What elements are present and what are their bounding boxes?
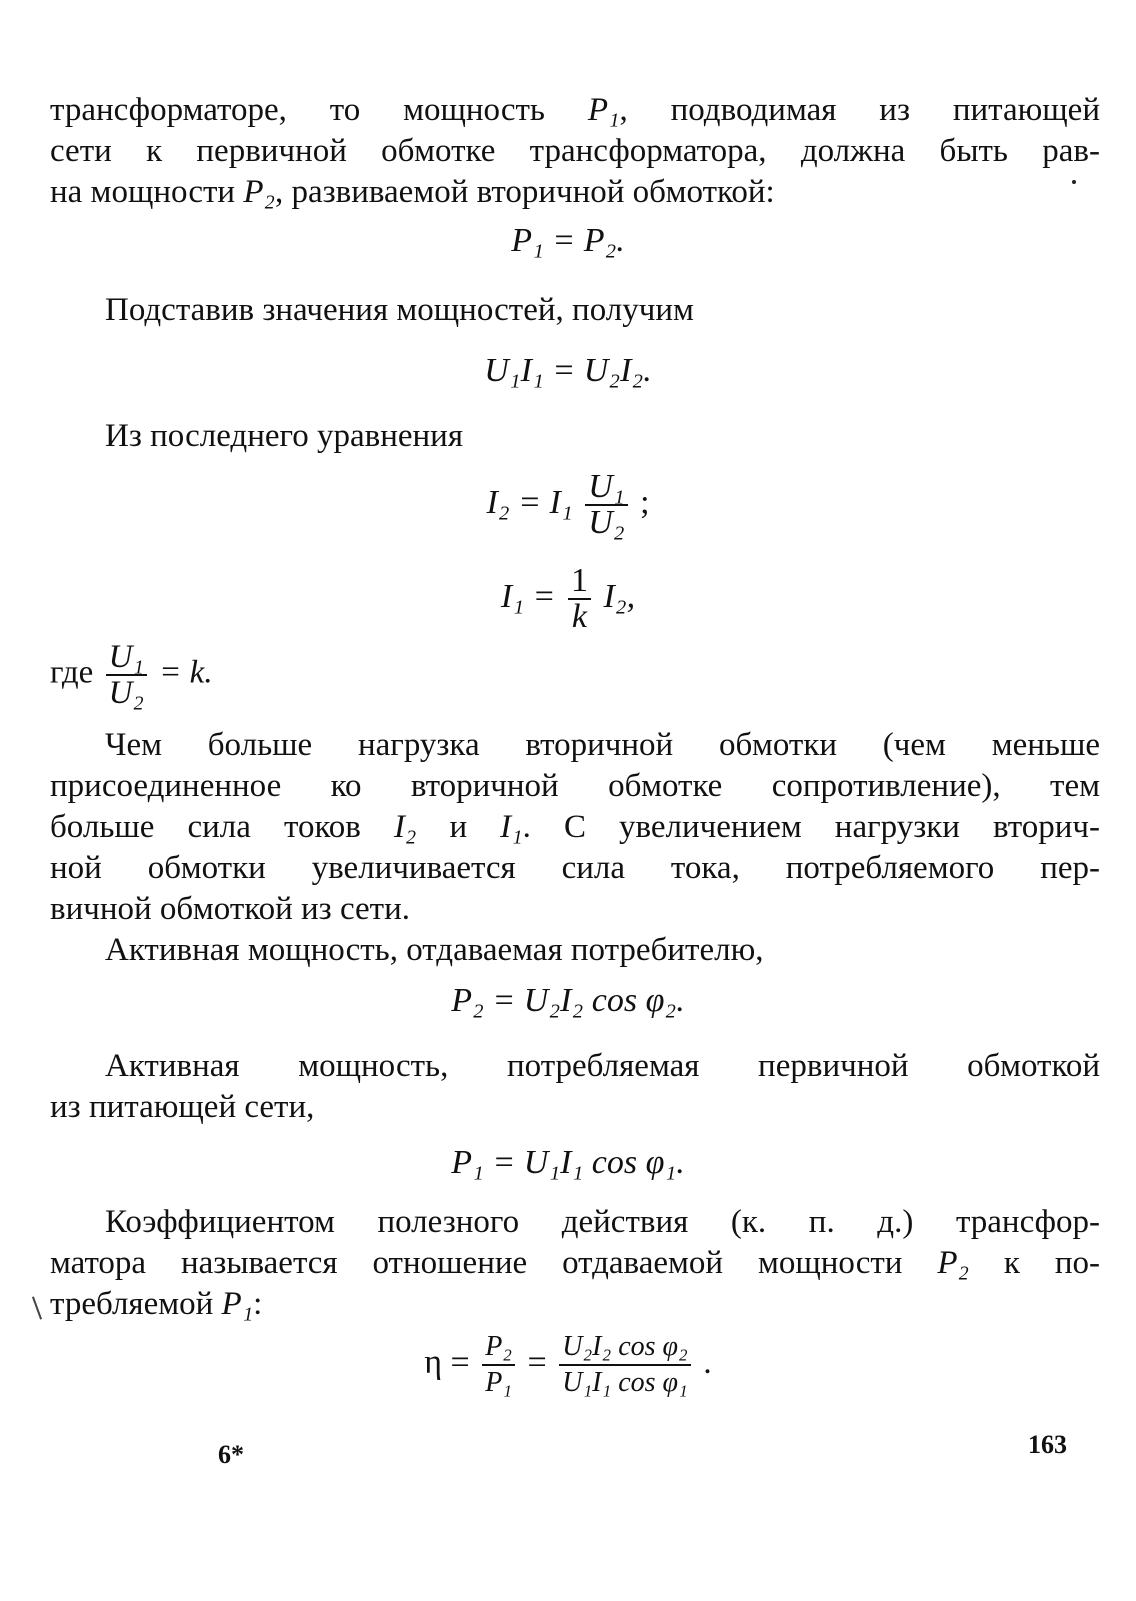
text-line: Активная мощность, потребляемая первичной обмоткой xyxy=(105,1048,1100,1084)
fraction-numerator: P₂ xyxy=(482,1330,515,1366)
fraction-numerator: 1 xyxy=(568,564,591,600)
equation-tail: . xyxy=(703,1343,712,1381)
equation-lhs: η = xyxy=(424,1343,470,1381)
paragraph-efficiency xyxy=(50,1202,1100,1325)
definition-k xyxy=(50,640,213,710)
fraction-denominator: U₁I₁ cos φ₁ xyxy=(562,1367,688,1398)
paragraph-active-power-out xyxy=(50,930,1100,971)
text-line: сети к первичной обмотке трансформатора, должна быть рав- xyxy=(50,133,1100,169)
fraction xyxy=(559,1330,691,1400)
fraction-numerator: U₂I₂ cos φ₂ xyxy=(559,1330,691,1366)
fraction-numerator: U₁ xyxy=(585,470,627,506)
equation-lhs: I₁ = xyxy=(500,577,556,615)
paragraph-from-last xyxy=(50,416,1100,457)
text-line: требляемой P₁: xyxy=(50,1286,263,1322)
text-line: из питающей сети, xyxy=(50,1089,315,1125)
equation-efficiency xyxy=(0,1330,1136,1400)
text-line: трансформаторе, то мощность P₁, подводимая из питающей xyxy=(50,92,1100,128)
fraction-denominator: P₁ xyxy=(485,1367,513,1398)
fraction xyxy=(585,470,627,540)
text-line: вичной обмоткой из сети. xyxy=(50,891,410,927)
fraction-numerator: U₁ xyxy=(106,640,147,676)
paragraph-intro xyxy=(50,90,1100,213)
fraction xyxy=(568,564,591,634)
where-word: где xyxy=(50,654,94,691)
equation-tail: ; xyxy=(640,483,650,521)
text-line: присоединенное ко вторичной обмотке сопротивление), тем xyxy=(50,768,1100,804)
paragraph-substitute xyxy=(50,290,1100,331)
page-number: 163 xyxy=(1028,1430,1067,1459)
equation-tail: = k. xyxy=(159,654,213,691)
text-line: больше сила токов I₂ и I₁. С увеличением нагрузки вторич- xyxy=(50,809,1100,845)
text-line: Подставив значения мощностей, получим xyxy=(105,292,694,328)
equation-p1: P₁ = U₁I₁ cos φ₁. xyxy=(451,1144,685,1181)
text-line: Активная мощность, отдаваемая потребителю, xyxy=(105,932,764,968)
equation-i1 xyxy=(0,564,1136,634)
equation-tail: I₂, xyxy=(603,577,636,615)
text-line: Чем больше нагрузка вторичной обмотки (чем меньше xyxy=(105,727,1100,763)
text-line: Из последнего уравнения xyxy=(105,418,464,454)
text-line: ной обмотки увеличивается сила тока, потребляемого пер- xyxy=(50,850,1100,886)
equation-ui-balance: U₁I₁ = U₂I₂. xyxy=(484,352,652,389)
text-line: Коэффициентом полезного действия (к. п. д.) трансфор- xyxy=(105,1204,1100,1240)
equals-sign: = xyxy=(527,1343,547,1381)
text-line: матора называется отношение отдаваемой мощности P₂ к по- xyxy=(50,1245,1100,1281)
equation-lhs: I₂ = I₁ xyxy=(486,483,573,521)
fraction xyxy=(106,640,147,710)
fraction xyxy=(482,1330,515,1400)
equation-p2: P₂ = U₂I₂ cos φ₂. xyxy=(451,982,685,1019)
fraction-denominator: U₂ xyxy=(588,504,625,541)
fraction-denominator: U₂ xyxy=(108,675,144,711)
equation-i2 xyxy=(0,470,1136,540)
paragraph-load xyxy=(50,725,1100,930)
paragraph-active-power-in xyxy=(50,1046,1100,1128)
text-line: на мощности P₂, развиваемой вторичной обмоткой: xyxy=(50,174,775,210)
fraction-denominator: k xyxy=(571,598,588,635)
pencil-mark xyxy=(32,1296,42,1319)
signature-mark: 6* xyxy=(218,1440,244,1469)
equation-power-balance: P₁ = P₂. xyxy=(511,222,625,259)
